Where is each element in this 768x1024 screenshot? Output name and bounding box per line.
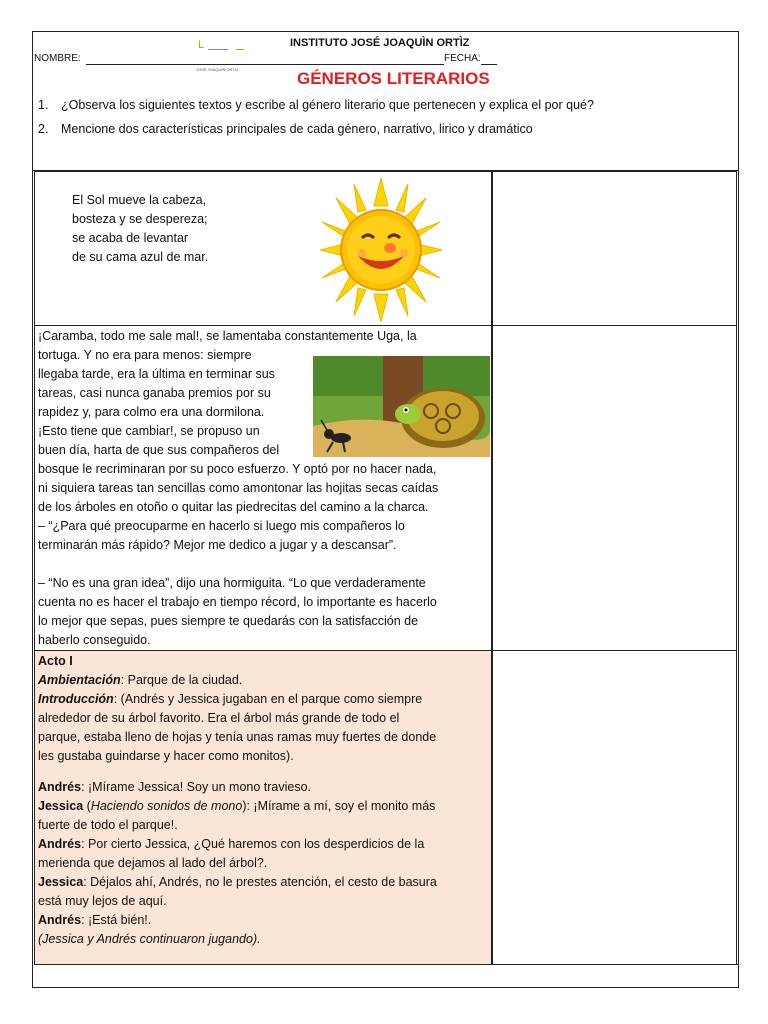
nombre-field[interactable]: [86, 64, 444, 65]
school-logo: ᒪ JOSE JOAQUIN ORTIZ: [196, 40, 256, 76]
fecha-field[interactable]: [481, 64, 497, 65]
sun-face-icon: [318, 176, 444, 324]
story-text: ¡Caramba, todo me sale mal!, se lamentaba constantemente Uga, la tortuga. Y no era para menos: siempre llegaba tarde, era la última en terminar sus tareas, casi nunca ganaba premios por su rapidez y, para colmo era una dormilona. ¡Esto tiene que cambiar!, se propuso un buen día, harta de que sus compañeros del bosque le recriminaran por su poco esfuerzo. Y optó por no hacer nada, ni siquiera tareas tan sencillas como amontonar las hojitas secas caídas de los árboles en otoño o quitar las piedrecitas del camino a la charca. – “¿Para qué preocuparme en hacerlo si luego mis compañeros lo terminarán más rápido? Mejor me dedico a jugar y a descansar”. – “No es una gran idea”, dijo una hormiguita. “Lo que verdaderamente cuenta no es hacer el trabajo en tiempo récord, lo importante es hacerlo lo mejor que sepas, pues siempre te quedarás con la satisfacción de haberlo conseguido.: [38, 329, 439, 647]
fecha-label: FECHA:: [444, 53, 481, 64]
instruction-2: 2. Mencione dos características principales de cada género, narrativo, lirico y dramático: [38, 122, 533, 136]
answer-cell-1[interactable]: [492, 171, 737, 326]
nombre-label: NOMBRE:: [34, 53, 81, 64]
poem-text: El Sol mueve la cabeza, bosteza y se despereza; se acaba de levantar de su cama azul de mar.: [72, 193, 209, 264]
divider: [34, 964, 738, 965]
turtle-ant-illustration: [313, 356, 490, 457]
drama-text: Acto I Ambientación: Parque de la ciudad. Introducción: (Andrés y Jessica jugaban en el parque como siempre alrededor de su árbol favorito. Era el árbol más grande de todo el parque, estaba lleno de hojas y tenía unas ramas muy fuertes de donde les gustaba guindarse y hacer como monitos). Andrés: ¡Mírame Jessica! Soy un mono travieso. Jessica (Haciendo sonidos de mono): ¡Mírame a mí, soy el monito más fuerte de todo el parque!. Andrés: Por cierto Jessica, ¿Qué haremos con los desperdicios de la merienda que dejamos al lado del árbol?. Jessica: Déjalos ahí, Andrés, no le prestes atención, el cesto de basura está muy lejos de aquí. Andrés: ¡Está bién!. (Jessica y Andrés continuaron jugando).: [38, 654, 437, 946]
instruction-1: 1. ¿Observa los siguientes textos y escribe al género literario que pertenecen y explica el por qué?: [38, 98, 594, 112]
institution-name: INSTITUTO JOSÉ JOAQUÌN ORTÌZ: [290, 37, 470, 49]
answer-cell-3[interactable]: [492, 650, 737, 965]
page-title: GÉNEROS LITERARIOS: [297, 69, 490, 88]
answer-cell-2[interactable]: [492, 325, 737, 651]
